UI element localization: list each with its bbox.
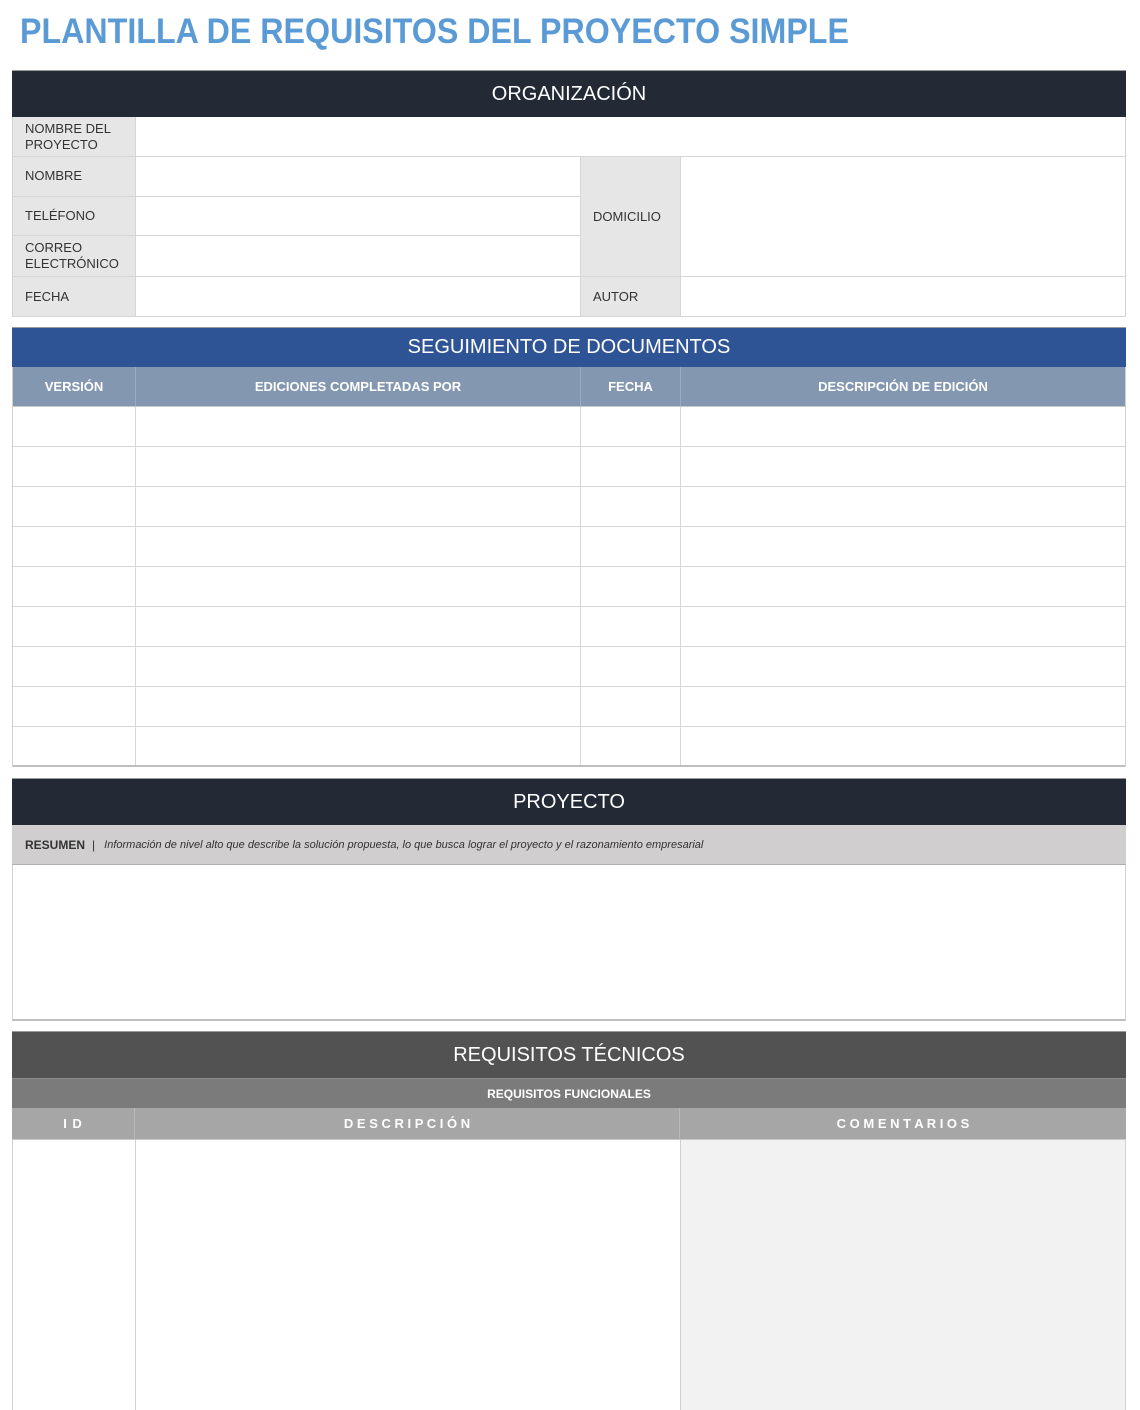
summary-bar (12, 825, 1126, 865)
summary-label: RESUMEN (25, 837, 86, 852)
summary-hint: Información de nivel alto que describe la solución propuesta, lo que busca lograr el proyecto y el razonamiento empresarial (104, 838, 704, 851)
date-field[interactable] (136, 277, 581, 316)
email-label: CORREO ELECTRÓNICO (13, 236, 136, 276)
table-row (13, 487, 1125, 527)
summary-separator: | (92, 837, 96, 852)
description-cell[interactable] (136, 1140, 681, 1410)
organization-section (12, 70, 1126, 317)
date-cell[interactable] (581, 567, 681, 606)
column-header-comments: C O M E N T A R I O S (836, 1116, 970, 1131)
organization-heading: ORGANIZACIÓN (12, 70, 1126, 117)
tracking-section (12, 327, 1126, 767)
table-row (13, 567, 1125, 607)
description-cell[interactable] (681, 487, 1125, 526)
edited-by-cell[interactable] (136, 447, 581, 486)
description-cell[interactable] (681, 607, 1125, 646)
version-cell[interactable] (13, 687, 136, 726)
address-field[interactable] (681, 157, 1125, 276)
author-label: AUTOR (581, 277, 681, 316)
table-row (12, 1140, 1126, 1410)
date-cell[interactable] (581, 407, 681, 446)
technical-heading: REQUISITOS TÉCNICOS (12, 1031, 1126, 1078)
column-header-version: VERSIÓN (13, 367, 136, 406)
date-cell[interactable] (581, 727, 681, 765)
table-row (13, 727, 1125, 767)
version-cell[interactable] (13, 447, 136, 486)
edited-by-cell[interactable] (136, 407, 581, 446)
table-row (13, 687, 1125, 727)
contact-block (13, 157, 1125, 277)
edited-by-cell[interactable] (136, 567, 581, 606)
column-header-description: D E S C R I P C I Ó N (135, 1108, 680, 1139)
edited-by-cell[interactable] (136, 607, 581, 646)
email-field[interactable] (136, 236, 580, 276)
project-section (12, 778, 1126, 1021)
summary-field[interactable] (12, 865, 1126, 1021)
version-cell[interactable] (13, 527, 136, 566)
column-header-description: DESCRIPCIÓN DE EDICIÓN (818, 379, 988, 394)
version-cell[interactable] (13, 407, 136, 446)
email-row (13, 236, 580, 276)
description-cell[interactable] (681, 727, 1125, 765)
edited-by-cell[interactable] (136, 727, 581, 765)
date-cell[interactable] (581, 447, 681, 486)
project-heading: PROYECTO (12, 778, 1126, 825)
project-name-row (13, 117, 1125, 157)
tracking-table (12, 367, 1126, 767)
column-header-edited-by: EDICIONES COMPLETADAS POR (136, 367, 581, 406)
column-header-id: I D (12, 1108, 135, 1139)
technical-section (12, 1031, 1126, 1410)
author-field[interactable] (681, 277, 1125, 316)
version-cell[interactable] (13, 567, 136, 606)
date-cell[interactable] (581, 527, 681, 566)
phone-label: TELÉFONO (13, 197, 136, 236)
date-label: FECHA (13, 277, 136, 316)
address-label: DOMICILIO (581, 157, 681, 276)
name-label: NOMBRE (13, 157, 136, 196)
version-cell[interactable] (13, 487, 136, 526)
description-cell[interactable] (681, 567, 1125, 606)
phone-row (13, 197, 580, 237)
date-cell[interactable] (581, 647, 681, 686)
table-row (13, 447, 1125, 487)
edited-by-cell[interactable] (136, 687, 581, 726)
version-cell[interactable] (13, 607, 136, 646)
table-row (13, 607, 1125, 647)
page-title: PLANTILLA DE REQUISITOS DEL PROYECTO SIMPLE (20, 12, 849, 51)
functional-requirements-heading: REQUISITOS FUNCIONALES (12, 1078, 1126, 1108)
description-cell[interactable] (681, 687, 1125, 726)
table-row (13, 407, 1125, 447)
description-cell[interactable] (681, 647, 1125, 686)
description-cell[interactable] (681, 407, 1125, 446)
date-cell[interactable] (581, 487, 681, 526)
table-row (13, 527, 1125, 567)
column-header-date: FECHA (581, 367, 681, 406)
id-cell[interactable] (13, 1140, 136, 1410)
description-cell[interactable] (681, 527, 1125, 566)
tracking-heading: SEGUIMIENTO DE DOCUMENTOS (12, 327, 1126, 367)
edited-by-cell[interactable] (136, 647, 581, 686)
organization-grid (12, 117, 1126, 317)
version-cell[interactable] (13, 727, 136, 765)
comments-cell[interactable] (681, 1140, 1125, 1410)
date-cell[interactable] (581, 607, 681, 646)
description-cell[interactable] (681, 447, 1125, 486)
name-field[interactable] (136, 157, 580, 196)
project-name-label: NOMBRE DEL PROYECTO (13, 117, 136, 156)
edited-by-cell[interactable] (136, 527, 581, 566)
project-name-field[interactable] (136, 117, 1125, 156)
name-row (13, 157, 580, 197)
phone-field[interactable] (136, 197, 580, 236)
version-cell[interactable] (13, 647, 136, 686)
contact-left (13, 157, 581, 276)
table-row (13, 647, 1125, 687)
tracking-header-row (13, 367, 1125, 407)
date-cell[interactable] (581, 687, 681, 726)
technical-header-row (12, 1108, 1126, 1140)
edited-by-cell[interactable] (136, 487, 581, 526)
date-author-row (13, 277, 1125, 317)
